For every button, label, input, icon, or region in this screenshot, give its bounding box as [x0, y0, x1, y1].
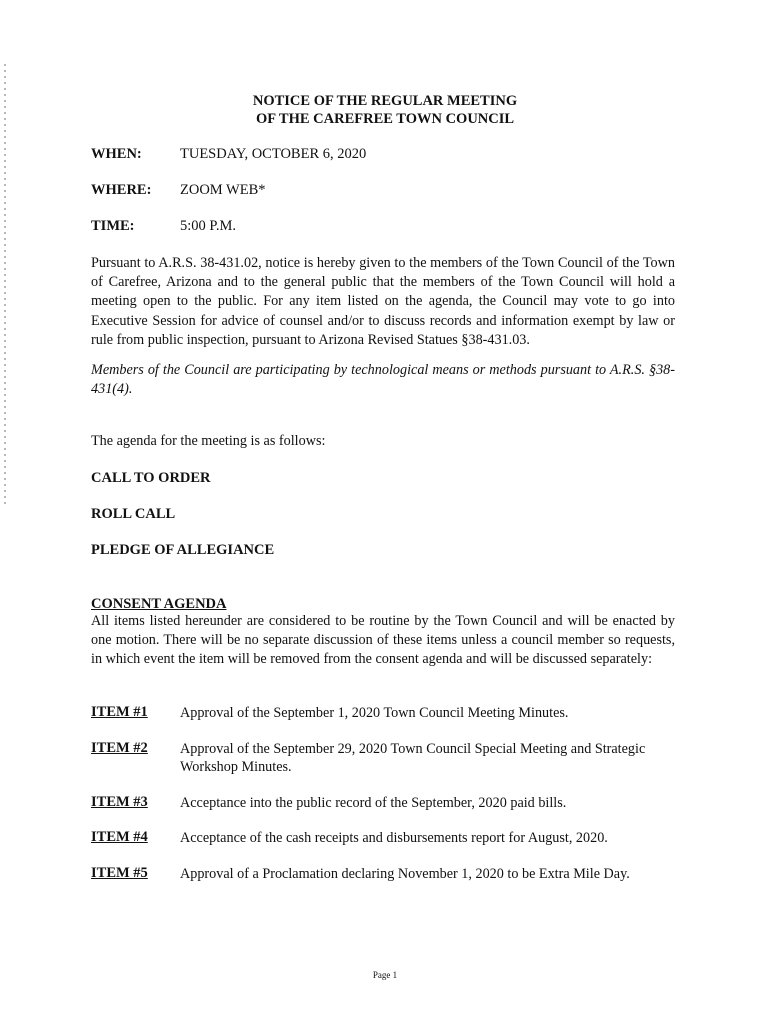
item-5-label: ITEM #5 — [91, 865, 148, 881]
call-to-order-heading: CALL TO ORDER — [91, 470, 211, 486]
where-value: ZOOM WEB* — [180, 182, 266, 198]
item-3-label: ITEM #3 — [91, 794, 148, 810]
where-label: WHERE: — [91, 182, 152, 198]
notice-title-line2: OF THE CAREFREE TOWN COUNCIL — [255, 111, 515, 127]
agenda-intro: The agenda for the meeting is as follows: — [91, 433, 326, 449]
intro-paragraph: Pursuant to A.R.S. 38-431.02, notice is hereby given to the members of the Town Council of the Town of Carefree, Arizona and to the general public that the members of the Town Council will hold a meeting open to the public. For any item listed on the agenda, the Council may vote to go into Executive Session for advice of counsel and/or to discuss records and information exempt by law or rule from public inspection, pursuant to Arizona Revised Statues §38-431.03. — [91, 255, 675, 348]
consent-agenda-heading: CONSENT AGENDA — [91, 596, 227, 612]
time-value: 5:00 P.M. — [180, 218, 237, 234]
when-label: WHEN: — [91, 146, 142, 162]
page-number: Page 1 — [372, 970, 398, 980]
item-2-text: Approval of the September 29, 2020 Town Council Special Meeting and Strategic Workshop Minutes. — [180, 741, 646, 775]
scan-edge-artifact — [4, 64, 6, 504]
pledge-heading: PLEDGE OF ALLEGIANCE — [91, 542, 275, 558]
item-4-label: ITEM #4 — [91, 829, 148, 845]
when-value: TUESDAY, OCTOBER 6, 2020 — [180, 146, 367, 162]
time-label: TIME: — [91, 218, 135, 234]
remote-participation-note: Members of the Council are participating by technological means or methods pursuant to A.R.S. §38-431(4). — [91, 362, 675, 398]
item-4-text: Acceptance of the cash receipts and disbursements report for August, 2020. — [180, 830, 608, 846]
item-3-text: Acceptance into the public record of the September, 2020 paid bills. — [180, 795, 567, 811]
item-1-text: Approval of the September 1, 2020 Town Council Meeting Minutes. — [180, 705, 569, 721]
item-1-label: ITEM #1 — [91, 704, 148, 720]
item-5-text: Approval of a Proclamation declaring November 1, 2020 to be Extra Mile Day. — [180, 866, 630, 882]
consent-agenda-text: All items listed hereunder are considered to be routine by the Town Council and will be enacted by one motion. There will be no separate discussion of these items unless a council member so requests, in which event the item will be removed from the consent agenda and will be discussed separately: — [91, 613, 675, 668]
roll-call-heading: ROLL CALL — [91, 506, 176, 522]
notice-title-line1: NOTICE OF THE REGULAR MEETING — [252, 93, 518, 109]
item-2-label: ITEM #2 — [91, 740, 148, 756]
